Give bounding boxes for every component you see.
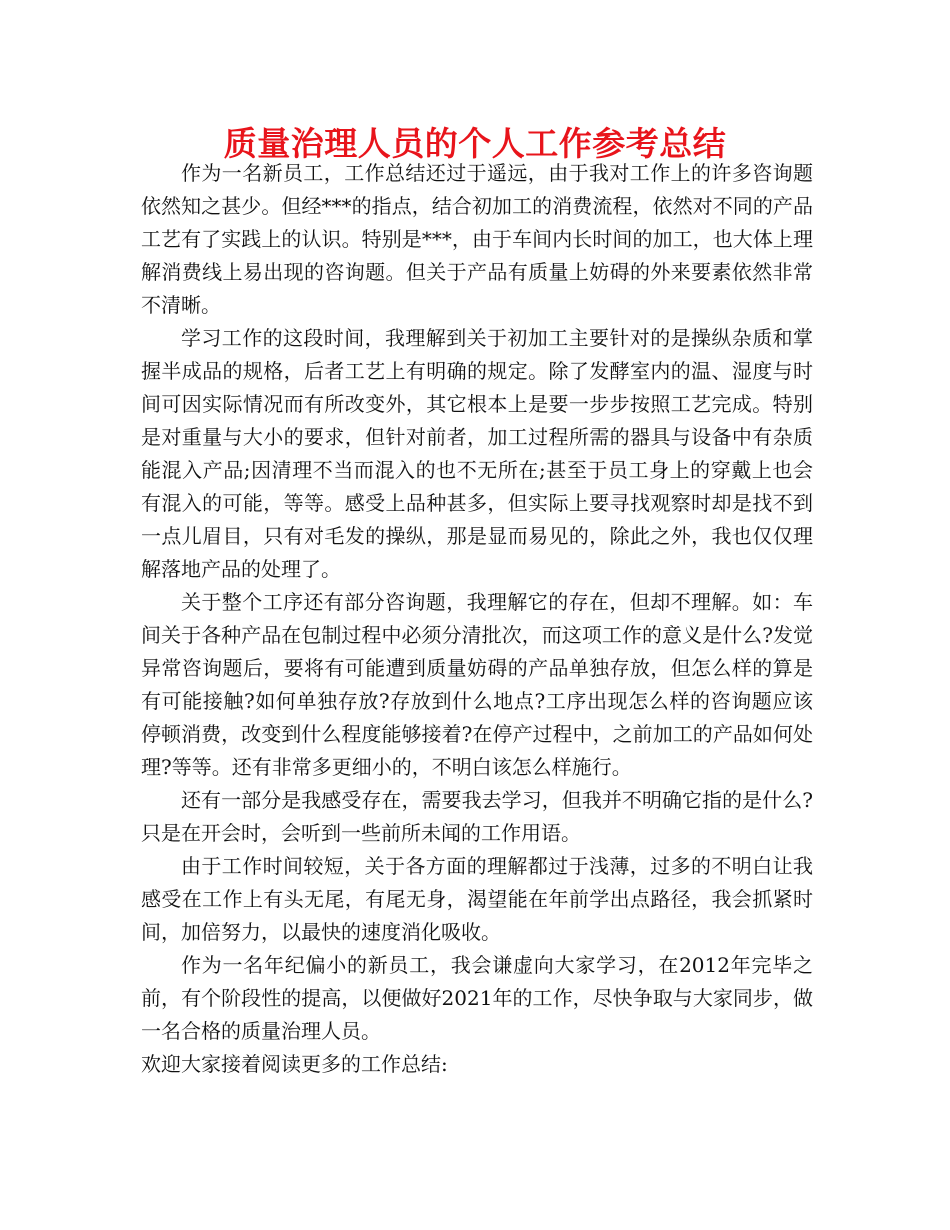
paragraph-1: 作为一名新员工，工作总结还过于遥远，由于我对工作上的许多咨询题依然知之甚少。但经***的指点，结合初加工的消费流程，依然对不同的产品工艺有了实践上的认识。特别是***，由于车间内长时间的加工，也大体上理解消费线上易出现的咨询题。但关于产品有质量上妨碍的外来要素依然非常不清晰。 (141, 161, 813, 317)
paragraph-2: 学习工作的这段时间，我理解到关于初加工主要针对的是操纵杂质和掌握半成品的规格，后者工艺上有明确的规定。除了发酵室内的温、湿度与时间可因实际情况而有所改变外，其它根本上是要一步步按照工艺完成。特别是对重量与大小的要求，但针对前者，加工过程所需的器具与设备中有杂质能混入产品;因清理不当而混入的也不无所在;甚至于员工身上的穿戴上也会有混入的可能，等等。感受上品种甚多，但实际上要寻找观察时却是找不到一点儿眉目，只有对毛发的操纵，那是显而易见的，除此之外，我也仅仅理解落地产品的处理了。 (141, 326, 813, 581)
paragraph-6: 作为一名年纪偏小的新员工，我会谦虚向大家学习，在2012年完毕之前，有个阶段性的提高，以便做好2021年的工作，尽快争取与大家同步，做一名合格的质量治理人员。 (141, 953, 813, 1043)
paragraph-3: 关于整个工序还有部分咨询题，我理解它的存在，但却不理解。如：车间关于各种产品在包制过程中必须分清批次，而这项工作的意义是什么?发觉异常咨询题后，要将有可能遭到质量妨碍的产品单独存放，但怎么样的算是有可能接触?如何单独存放?存放到什么地点?工序出现怎么样的咨询题应该停顿消费，改变到什么程度能够接着?在停产过程中，之前加工的产品如何处理?等等。还有非常多更细小的，不明白该怎么样施行。 (141, 590, 813, 779)
closing-line: 欢迎大家接着阅读更多的工作总结: (141, 1052, 448, 1076)
paragraph-5: 由于工作时间较短，关于各方面的理解都过于浅薄，过多的不明白让我感受在工作上有头无尾，有尾无身，渴望能在年前学出点路径，我会抓紧时间，加倍努力，以最快的速度消化吸收。 (141, 854, 813, 944)
document-body (141, 157, 813, 1081)
document-title: 质量治理人员的个人工作参考总结 (223, 124, 727, 163)
paragraph-4: 还有一部分是我感受存在，需要我去学习，但我并不明确它指的是什么?只是在开会时，会听到一些前所未闻的工作用语。 (141, 788, 813, 845)
